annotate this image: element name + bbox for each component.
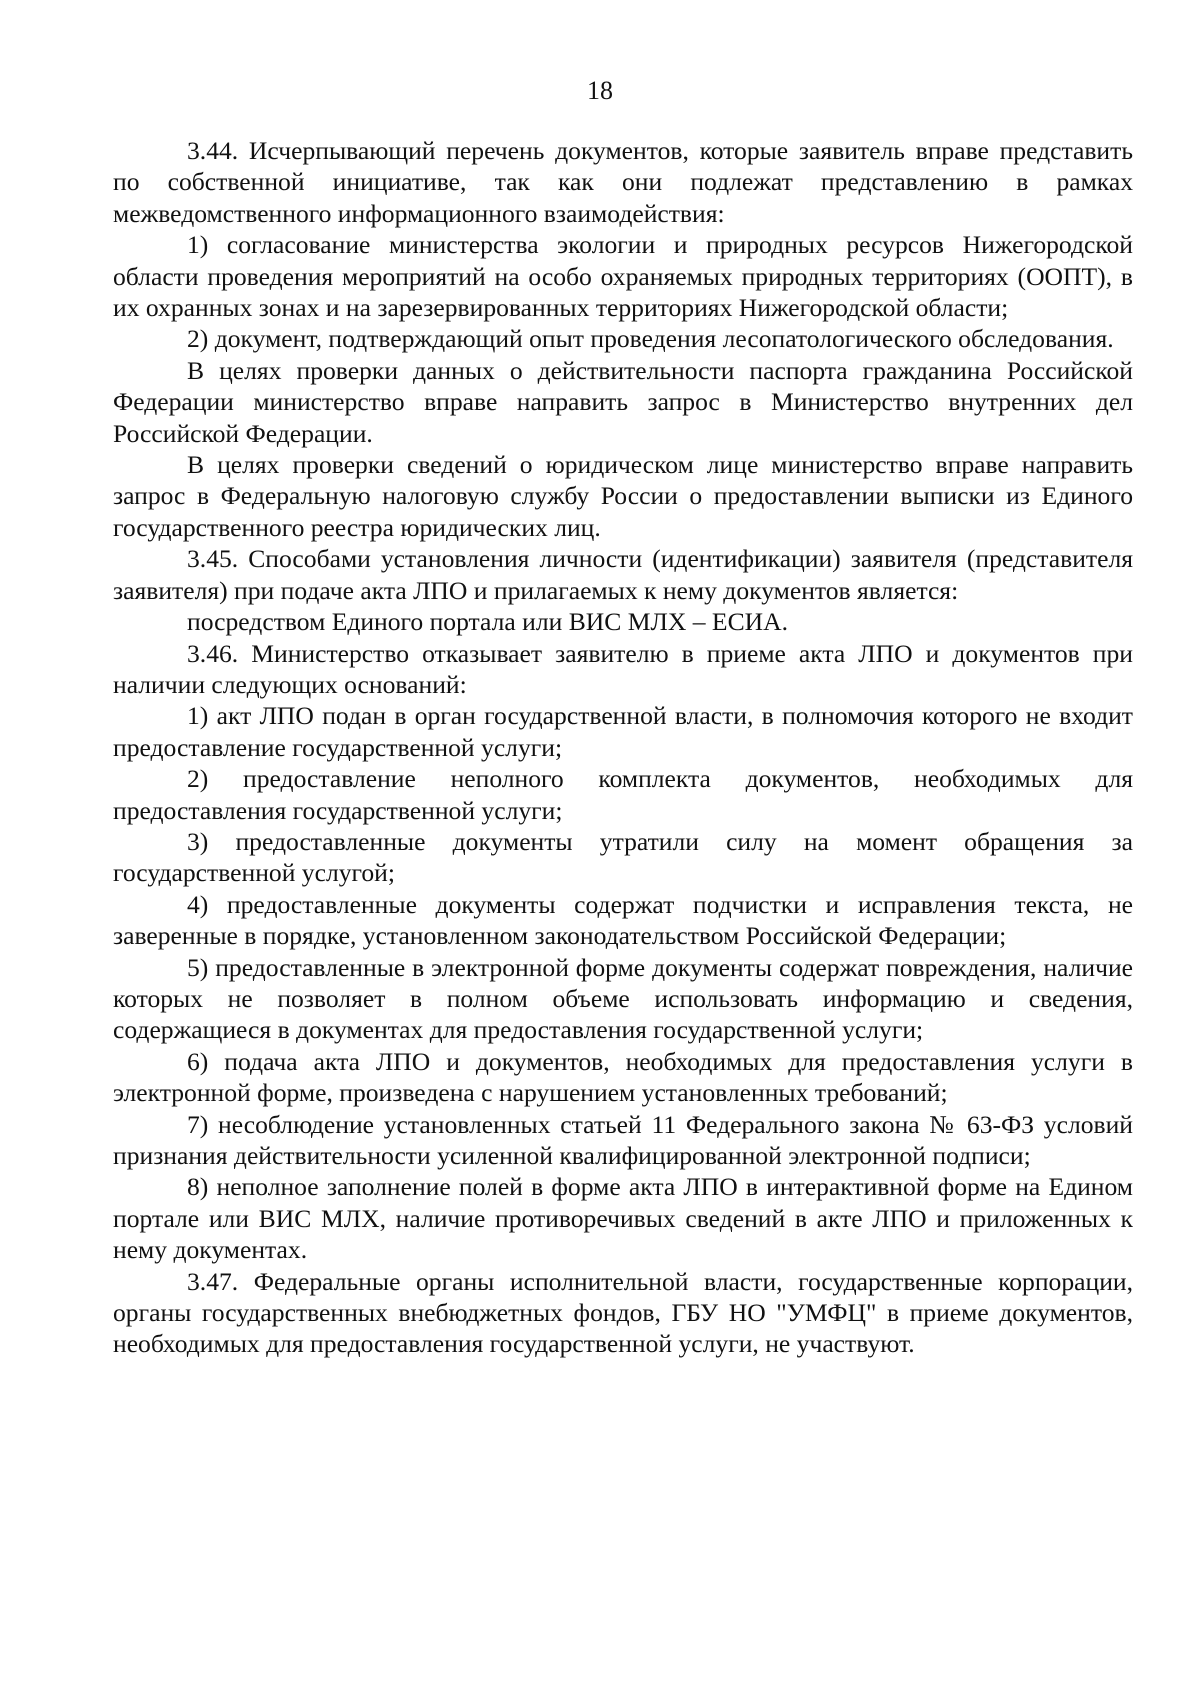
paragraph-3-46-item-7: 7) несоблюдение установленных статьей 11 Федерального закона № 63-ФЗ условий признания действительности усиленной квалифицированной электронной подписи; (113, 1109, 1133, 1170)
document-body (113, 135, 1133, 1360)
paragraph-3-44-item-2: 2) документ, подтверждающий опыт проведения лесопатологического обследования. (187, 324, 1114, 354)
paragraph-3-46-item-2: 2) предоставление неполного комплекта документов, необходимых для предоставления государственной услуги; (113, 764, 1133, 825)
paragraph-3-45: 3.45. Способами установления личности (идентификации) заявителя (представителя заявителя) при подаче акта ЛПО и прилагаемых к нему документов является: (113, 544, 1133, 605)
paragraph-3-45-method: посредством Единого портала или ВИС МЛХ – ЕСИА. (187, 607, 789, 637)
paragraph-3-46: 3.46. Министерство отказывает заявителю в приеме акта ЛПО и документов при наличии следующих оснований: (113, 638, 1133, 699)
paragraph-passport-check: В целях проверки данных о действительности паспорта гражданина Российской Федерации министерство вправе направить запрос в Министерство внутренних дел Российской Федерации. (113, 355, 1133, 448)
paragraph-legal-entity-check: В целях проверки сведений о юридическом лице министерство вправе направить запрос в Федеральную налоговую службу России о предоставлении выписки из Единого государственного реестра юридических лиц. (113, 450, 1133, 542)
paragraph-3-46-item-8: 8) неполное заполнение полей в форме акта ЛПО в интерактивной форме на Едином портале или ВИС МЛХ, наличие противоречивых сведений в акте ЛПО и приложенных к нему документах. (113, 1172, 1133, 1265)
paragraph-3-44: 3.44. Исчерпывающий перечень документов, которые заявитель вправе представить по собственной инициативе, так как они подлежат представлению в рамках межведомственного информационного взаимодействия: (113, 136, 1133, 228)
paragraph-3-46-item-4: 4) предоставленные документы содержат подчистки и исправления текста, не заверенные в порядке, установленном законодательством Российской Федерации; (113, 889, 1133, 951)
paragraph-3-46-item-1: 1) акт ЛПО подан в орган государственной власти, в полномочия которого не входит предоставление государственной услуги; (113, 701, 1133, 762)
paragraph-3-44-item-1: 1) согласование министерства экологии и природных ресурсов Нижегородской области проведения мероприятий на особо охраняемых природных территориях (ООПТ), в их охранных зонах и на зарезервированных территориях Нижегородской области; (113, 230, 1133, 323)
page-number: 18 (587, 76, 613, 105)
paragraph-3-47: 3.47. Федеральные органы исполнительной власти, государственные корпорации, органы государственных внебюджетных фондов, ГБУ НО "УМФЦ" в приеме документов, необходимых для предоставления государственной услуги, не участвуют. (113, 1266, 1133, 1359)
paragraph-3-46-item-3: 3) предоставленные документы утратили силу на момент обращения за государственной услугой; (113, 826, 1133, 888)
paragraph-3-46-item-5: 5) предоставленные в электронной форме документы содержат повреждения, наличие которых не позволяет в полном объеме использовать информацию и сведения, содержащиеся в документах для предоставления государственной услуги; (113, 952, 1133, 1045)
paragraph-3-46-item-6: 6) подача акта ЛПО и документов, необходимых для предоставления услуги в электронной форме, произведена с нарушением установленных требований; (113, 1046, 1133, 1108)
